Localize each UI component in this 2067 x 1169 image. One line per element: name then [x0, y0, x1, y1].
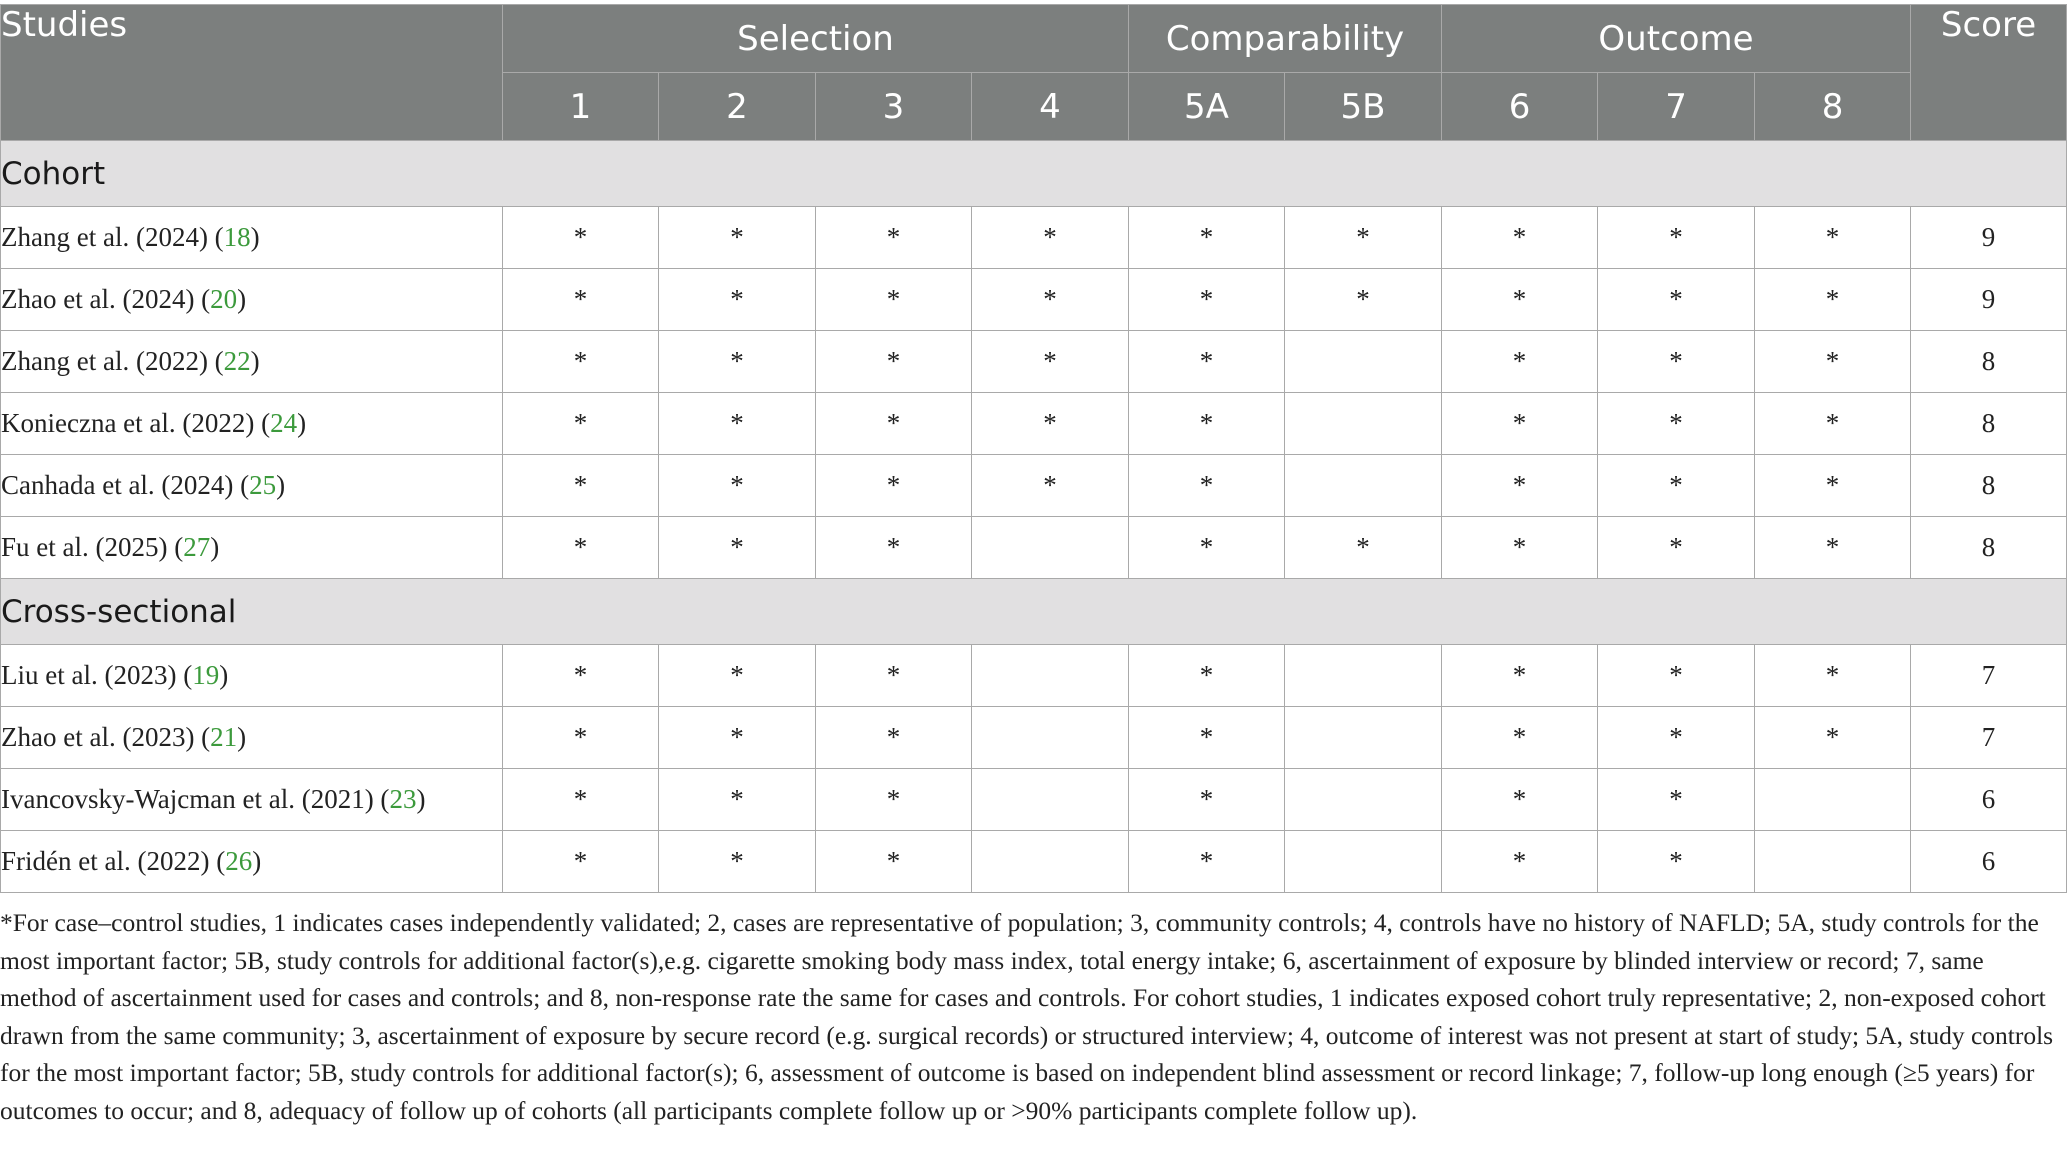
- criterion-mark: *: [1755, 269, 1911, 331]
- item-column-header: 2: [659, 73, 816, 141]
- score-cell: 7: [1911, 645, 2067, 707]
- study-cell: [1, 769, 503, 831]
- footnote: *For case–control studies, 1 indicates cases independently validated; 2, cases are representative of population; 3, community controls; 4, controls have no history of NAFLD; 5A, study controls for the most important factor; 5B, study controls for additional factor(s),e.g. cigarette smoking body mass index, total energy intake; 6, ascertainment of exposure by blinded interview or record; 7, same method of ascertainment used for cases and controls; and 8, non-response rate the same for cases and controls. For cohort studies, 1 indicates exposed cohort truly representative; 2, non-exposed cohort drawn from the same community; 3, ascertainment of exposure by secure record (e.g. surgical records) or structured interview; 4, outcome of interest was not present at start of study; 5A, study controls for the most important factor; 5B, study controls for additional factor(s); 6, assessment of outcome is based on independent blind assessment or record linkage; 7, follow-up long enough (≥5 years) for outcomes to occur; and 8, adequacy of follow up of cohorts (all participants complete follow up or >90% participants complete follow up).: [0, 908, 2054, 1125]
- study-name: Liu et al. (2023) (: [1, 660, 193, 690]
- criterion-mark: *: [816, 269, 972, 331]
- reference-link[interactable]: 23: [389, 784, 417, 814]
- item-column-header: 5B: [1285, 73, 1442, 141]
- criterion-mark: [972, 707, 1129, 769]
- section-row: [1, 579, 2067, 645]
- group-header-outcome: Outcome: [1442, 5, 1911, 73]
- criterion-mark: *: [659, 645, 816, 707]
- closing-paren: ): [250, 222, 260, 252]
- table-row: [1, 769, 2067, 831]
- criterion-mark: [1755, 769, 1911, 831]
- criterion-mark: *: [659, 331, 816, 393]
- group-header-comparability: Comparability: [1129, 5, 1442, 73]
- closing-paren: ): [252, 846, 262, 876]
- study-cell: [1, 393, 503, 455]
- table-row: [1, 269, 2067, 331]
- criterion-mark: *: [1598, 393, 1755, 455]
- criterion-mark: *: [659, 831, 816, 893]
- table-row: [1, 393, 2067, 455]
- criterion-mark: *: [1129, 645, 1285, 707]
- criterion-mark: *: [1285, 517, 1442, 579]
- criterion-mark: *: [1442, 517, 1598, 579]
- item-column-header: 5A: [1129, 73, 1285, 141]
- score-column-header: Score: [1911, 5, 2067, 141]
- study-name: Fu et al. (2025) (: [1, 532, 184, 562]
- criterion-mark: *: [816, 831, 972, 893]
- score-cell: 8: [1911, 393, 2067, 455]
- reference-link[interactable]: 25: [249, 470, 277, 500]
- criterion-mark: *: [816, 455, 972, 517]
- criterion-mark: [1285, 707, 1442, 769]
- closing-paren: ): [276, 470, 286, 500]
- study-name: Zhao et al. (2023) (: [1, 722, 211, 752]
- study-name: Konieczna et al. (2022) (: [1, 408, 271, 438]
- criterion-mark: *: [1442, 269, 1598, 331]
- criterion-mark: *: [659, 393, 816, 455]
- criterion-mark: *: [816, 707, 972, 769]
- table-row: [1, 455, 2067, 517]
- table-row: [1, 645, 2067, 707]
- item-column-header: 1: [503, 73, 659, 141]
- criterion-mark: [1285, 645, 1442, 707]
- reference-link[interactable]: 21: [210, 722, 238, 752]
- score-cell: 8: [1911, 455, 2067, 517]
- criterion-mark: *: [1598, 707, 1755, 769]
- study-cell: [1, 269, 503, 331]
- closing-paren: ): [250, 346, 260, 376]
- criterion-mark: *: [503, 207, 659, 269]
- criterion-mark: *: [1129, 269, 1285, 331]
- study-cell: [1, 707, 503, 769]
- reference-link[interactable]: 20: [210, 284, 238, 314]
- table-body: [1, 141, 2067, 893]
- reference-link[interactable]: 27: [183, 532, 211, 562]
- section-label: Cohort: [1, 141, 2067, 207]
- criterion-mark: *: [1442, 831, 1598, 893]
- study-name: Zhang et al. (2022) (: [1, 346, 224, 376]
- study-name: Zhang et al. (2024) (: [1, 222, 224, 252]
- reference-link[interactable]: 24: [270, 408, 298, 438]
- criterion-mark: *: [972, 207, 1129, 269]
- closing-paren: ): [237, 722, 247, 752]
- criterion-mark: *: [503, 831, 659, 893]
- group-header-selection: Selection: [503, 5, 1129, 73]
- closing-paren: ): [219, 660, 229, 690]
- table-row: [1, 207, 2067, 269]
- item-column-header: 7: [1598, 73, 1755, 141]
- criterion-mark: *: [1129, 331, 1285, 393]
- study-cell: [1, 455, 503, 517]
- criterion-mark: [1285, 831, 1442, 893]
- study-cell: [1, 207, 503, 269]
- criterion-mark: *: [1755, 645, 1911, 707]
- criterion-mark: *: [1755, 455, 1911, 517]
- closing-paren: ): [210, 532, 220, 562]
- table-row: [1, 331, 2067, 393]
- criterion-mark: *: [1598, 331, 1755, 393]
- criterion-mark: *: [659, 269, 816, 331]
- reference-link[interactable]: 22: [223, 346, 251, 376]
- criterion-mark: *: [1285, 207, 1442, 269]
- score-cell: 6: [1911, 831, 2067, 893]
- criterion-mark: *: [816, 769, 972, 831]
- criterion-mark: *: [1755, 707, 1911, 769]
- criterion-mark: *: [1442, 331, 1598, 393]
- criterion-mark: *: [659, 455, 816, 517]
- criterion-mark: *: [816, 207, 972, 269]
- study-name: Canhada et al. (2024) (: [1, 470, 250, 500]
- criterion-mark: *: [659, 207, 816, 269]
- study-cell: [1, 331, 503, 393]
- closing-paren: ): [297, 408, 307, 438]
- criterion-mark: *: [1598, 769, 1755, 831]
- criterion-mark: *: [1129, 455, 1285, 517]
- reference-link[interactable]: 26: [225, 846, 253, 876]
- table-row: [1, 707, 2067, 769]
- score-cell: 8: [1911, 331, 2067, 393]
- header-row-groups: [1, 5, 2067, 73]
- criterion-mark: *: [503, 455, 659, 517]
- criterion-mark: *: [972, 331, 1129, 393]
- criterion-mark: *: [659, 707, 816, 769]
- score-cell: 7: [1911, 707, 2067, 769]
- item-column-header: 6: [1442, 73, 1598, 141]
- criterion-mark: *: [659, 769, 816, 831]
- score-cell: 9: [1911, 207, 2067, 269]
- reference-link[interactable]: 19: [192, 660, 220, 690]
- criterion-mark: [972, 517, 1129, 579]
- studies-column-header: Studies: [1, 5, 503, 141]
- study-name: Fridén et al. (2022) (: [1, 846, 226, 876]
- criterion-mark: *: [972, 269, 1129, 331]
- section-label: Cross-sectional: [1, 579, 2067, 645]
- score-cell: 9: [1911, 269, 2067, 331]
- criterion-mark: [1285, 769, 1442, 831]
- criterion-mark: *: [503, 769, 659, 831]
- item-column-header: 3: [816, 73, 972, 141]
- table-row: [1, 517, 2067, 579]
- criterion-mark: *: [1755, 393, 1911, 455]
- reference-link[interactable]: 18: [223, 222, 251, 252]
- item-column-header: 4: [972, 73, 1129, 141]
- study-name: Ivancovsky-Wajcman et al. (2021) (: [1, 784, 390, 814]
- criterion-mark: *: [816, 393, 972, 455]
- criterion-mark: *: [1755, 331, 1911, 393]
- criterion-mark: *: [503, 707, 659, 769]
- criterion-mark: *: [1442, 393, 1598, 455]
- section-row: [1, 141, 2067, 207]
- criterion-mark: [1285, 455, 1442, 517]
- criterion-mark: *: [972, 393, 1129, 455]
- criterion-mark: *: [1755, 517, 1911, 579]
- criterion-mark: *: [1442, 769, 1598, 831]
- table-row: [1, 831, 2067, 893]
- criterion-mark: [972, 769, 1129, 831]
- criterion-mark: *: [1598, 455, 1755, 517]
- criterion-mark: *: [816, 517, 972, 579]
- quality-assessment-table: [0, 4, 2067, 893]
- criterion-mark: *: [1129, 517, 1285, 579]
- criterion-mark: *: [816, 331, 972, 393]
- criterion-mark: *: [1598, 517, 1755, 579]
- criterion-mark: [1285, 331, 1442, 393]
- criterion-mark: *: [1442, 455, 1598, 517]
- criterion-mark: [1285, 393, 1442, 455]
- criterion-mark: *: [1598, 831, 1755, 893]
- criterion-mark: *: [503, 517, 659, 579]
- table-header: [1, 5, 2067, 141]
- criterion-mark: *: [1129, 393, 1285, 455]
- score-cell: 6: [1911, 769, 2067, 831]
- criterion-mark: *: [816, 645, 972, 707]
- closing-paren: ): [416, 784, 426, 814]
- criterion-mark: *: [1755, 207, 1911, 269]
- criterion-mark: *: [1129, 769, 1285, 831]
- criterion-mark: *: [503, 645, 659, 707]
- criterion-mark: *: [1598, 645, 1755, 707]
- criterion-mark: *: [1442, 207, 1598, 269]
- study-name: Zhao et al. (2024) (: [1, 284, 211, 314]
- criterion-mark: [1755, 831, 1911, 893]
- criterion-mark: [972, 645, 1129, 707]
- study-cell: [1, 517, 503, 579]
- criterion-mark: *: [1442, 645, 1598, 707]
- score-cell: 8: [1911, 517, 2067, 579]
- criterion-mark: *: [1129, 831, 1285, 893]
- item-column-header: 8: [1755, 73, 1911, 141]
- closing-paren: ): [237, 284, 247, 314]
- criterion-mark: *: [1129, 207, 1285, 269]
- criterion-mark: *: [1598, 207, 1755, 269]
- criterion-mark: *: [503, 393, 659, 455]
- criterion-mark: *: [659, 517, 816, 579]
- study-cell: [1, 831, 503, 893]
- criterion-mark: *: [1285, 269, 1442, 331]
- criterion-mark: *: [1598, 269, 1755, 331]
- criterion-mark: *: [972, 455, 1129, 517]
- criterion-mark: [972, 831, 1129, 893]
- criterion-mark: *: [503, 269, 659, 331]
- criterion-mark: *: [503, 331, 659, 393]
- study-cell: [1, 645, 503, 707]
- criterion-mark: *: [1129, 707, 1285, 769]
- criterion-mark: *: [1442, 707, 1598, 769]
